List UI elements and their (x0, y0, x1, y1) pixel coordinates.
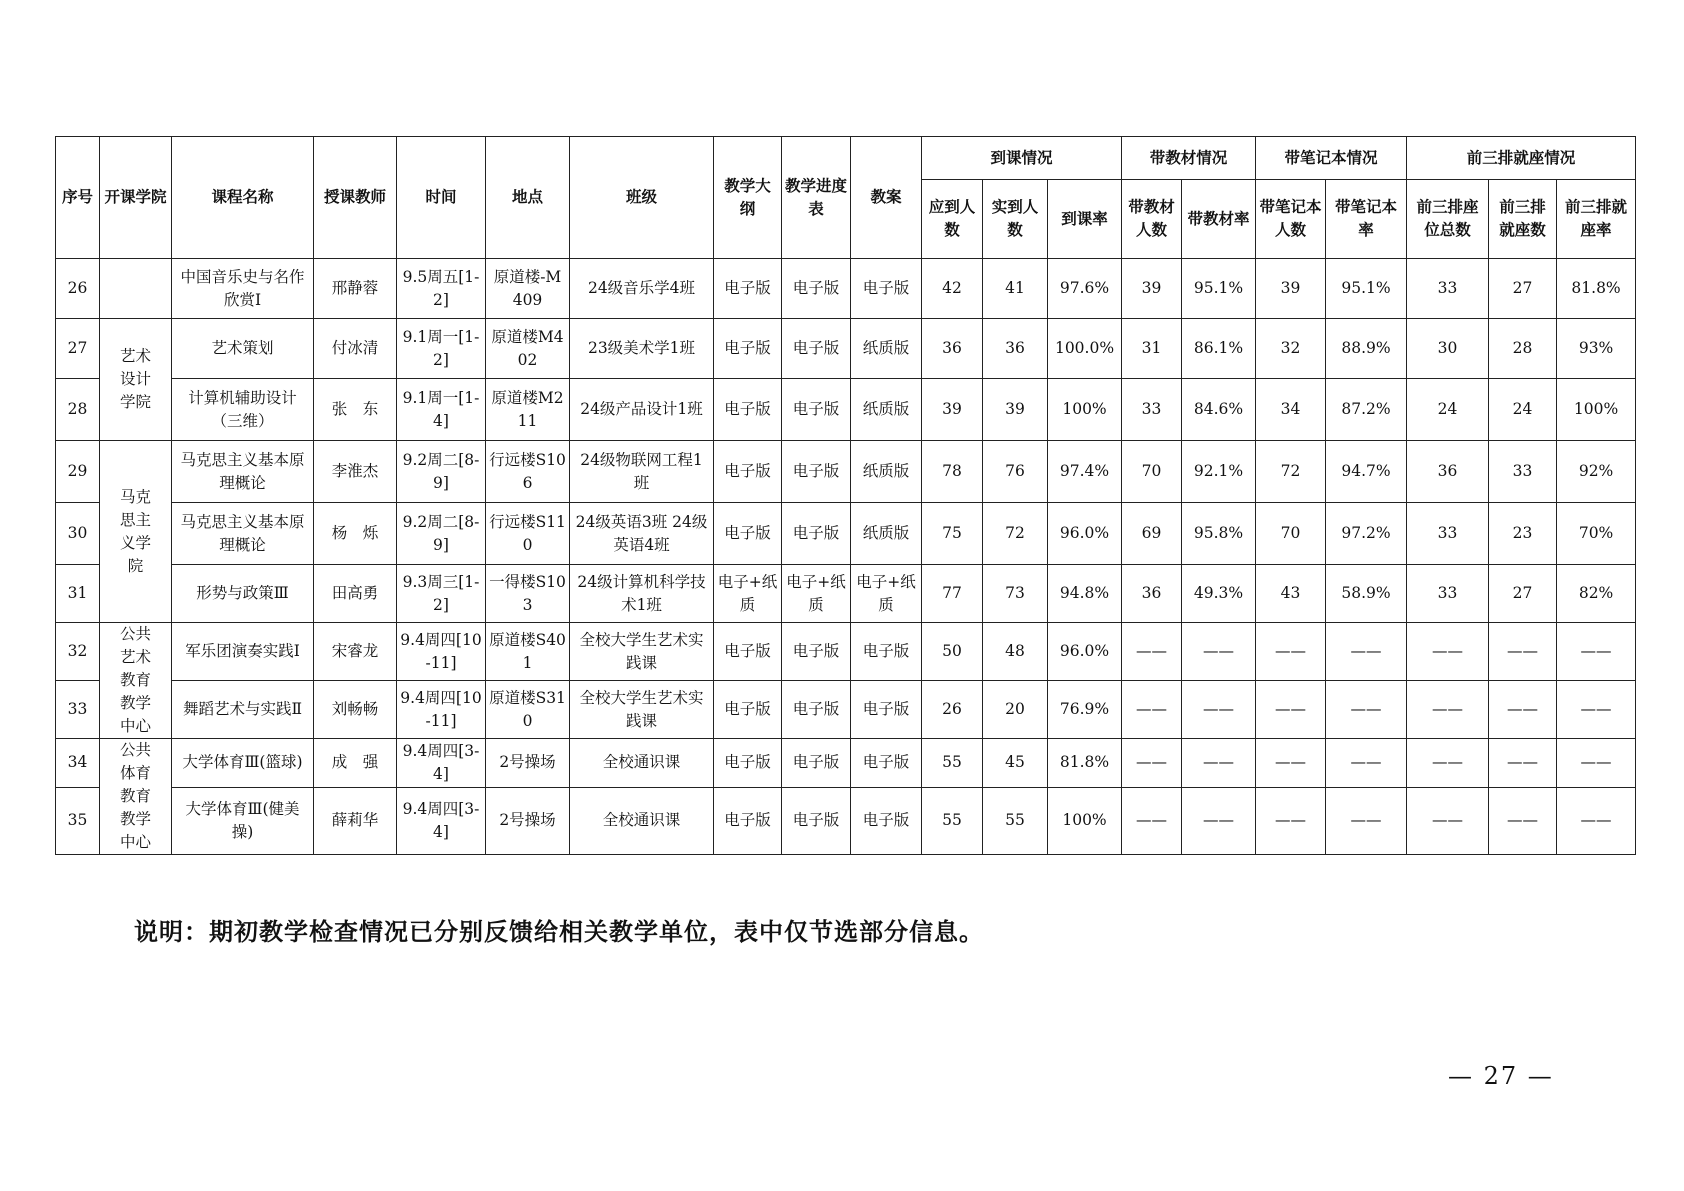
cell-course: 舞蹈艺术与实践Ⅱ (172, 681, 314, 739)
header-class: 班级 (570, 137, 714, 259)
cell-plan: 纸质版 (851, 441, 922, 503)
header-time: 时间 (397, 137, 486, 259)
cell-notebook-count: —— (1256, 739, 1326, 788)
table-row (56, 503, 1636, 565)
cell-front-rate: —— (1557, 623, 1636, 681)
header-notebook-rate: 带笔记本率 (1326, 180, 1407, 259)
cell-teacher: 刘畅畅 (314, 681, 397, 739)
cell-textbook-rate: —— (1182, 681, 1256, 739)
cell-front-rate: —— (1557, 739, 1636, 788)
cell-place: 原道楼-M409 (486, 259, 570, 319)
cell-seq: 34 (56, 739, 100, 788)
cell-expected: 50 (922, 623, 983, 681)
cell-class: 24级产品设计1班 (570, 379, 714, 441)
cell-plan: 电子版 (851, 739, 922, 788)
cell-place: 2号操场 (486, 787, 570, 854)
cell-textbook-count: —— (1122, 623, 1182, 681)
cell-seq: 35 (56, 787, 100, 854)
cell-place: 原道楼S401 (486, 623, 570, 681)
cell-attendance-rate: 100% (1048, 379, 1122, 441)
table-row (56, 259, 1636, 319)
cell-college: 马克思主义学院 (100, 441, 172, 623)
header-actual: 实到人数 (983, 180, 1048, 259)
cell-syllabus: 电子版 (714, 441, 782, 503)
header-plan: 教案 (851, 137, 922, 259)
header-seq: 序号 (56, 137, 100, 259)
cell-front-total: 36 (1407, 441, 1489, 503)
cell-schedule: 电子版 (782, 259, 851, 319)
cell-syllabus: 电子版 (714, 623, 782, 681)
cell-textbook-rate: 86.1% (1182, 319, 1256, 379)
cell-seq: 33 (56, 681, 100, 739)
cell-schedule: 电子版 (782, 787, 851, 854)
cell-syllabus: 电子版 (714, 787, 782, 854)
cell-actual: 45 (983, 739, 1048, 788)
cell-textbook-count: —— (1122, 681, 1182, 739)
cell-front-total: —— (1407, 681, 1489, 739)
cell-time: 9.4周四[3-4] (397, 787, 486, 854)
cell-plan: 纸质版 (851, 319, 922, 379)
cell-textbook-rate: —— (1182, 623, 1256, 681)
header-course: 课程名称 (172, 137, 314, 259)
cell-teacher: 李淮杰 (314, 441, 397, 503)
cell-class: 24级计算机科学技术1班 (570, 565, 714, 623)
cell-seq: 27 (56, 319, 100, 379)
cell-front-total: 33 (1407, 503, 1489, 565)
cell-schedule: 电子+纸质 (782, 565, 851, 623)
inspection-table (55, 136, 1636, 855)
cell-course: 军乐团演奏实践Ⅰ (172, 623, 314, 681)
cell-attendance-rate: 100.0% (1048, 319, 1122, 379)
cell-attendance-rate: 94.8% (1048, 565, 1122, 623)
cell-seq: 31 (56, 565, 100, 623)
cell-textbook-count: 36 (1122, 565, 1182, 623)
cell-course: 大学体育Ⅲ(篮球) (172, 739, 314, 788)
table-row (56, 787, 1636, 854)
cell-expected: 26 (922, 681, 983, 739)
table-row (56, 379, 1636, 441)
cell-time: 9.3周三[1-2] (397, 565, 486, 623)
header-textbook-group: 带教材情况 (1122, 137, 1256, 180)
cell-expected: 39 (922, 379, 983, 441)
cell-attendance-rate: 96.0% (1048, 503, 1122, 565)
header-notebook-group: 带笔记本情况 (1256, 137, 1407, 180)
table-note: 说明：期初教学检查情况已分别反馈给相关教学单位，表中仅节选部分信息。 (134, 918, 984, 946)
cell-expected: 77 (922, 565, 983, 623)
cell-time: 9.2周二[8-9] (397, 503, 486, 565)
cell-front-rate: —— (1557, 681, 1636, 739)
cell-notebook-count: 43 (1256, 565, 1326, 623)
cell-time: 9.4周四[3-4] (397, 739, 486, 788)
cell-textbook-rate: 95.8% (1182, 503, 1256, 565)
cell-front-rate: 93% (1557, 319, 1636, 379)
cell-place: 原道楼S310 (486, 681, 570, 739)
table-row (56, 565, 1636, 623)
cell-notebook-count: —— (1256, 787, 1326, 854)
header-front-rate: 前三排就座率 (1557, 180, 1636, 259)
cell-front-total: 24 (1407, 379, 1489, 441)
cell-textbook-rate: —— (1182, 787, 1256, 854)
table-row (56, 681, 1636, 739)
cell-notebook-rate: 97.2% (1326, 503, 1407, 565)
cell-time: 9.4周四[10-11] (397, 681, 486, 739)
header-front-group: 前三排就座情况 (1407, 137, 1636, 180)
cell-attendance-rate: 81.8% (1048, 739, 1122, 788)
cell-front-rate: 82% (1557, 565, 1636, 623)
header-textbook-rate: 带教材率 (1182, 180, 1256, 259)
cell-schedule: 电子版 (782, 379, 851, 441)
cell-notebook-rate: 94.7% (1326, 441, 1407, 503)
cell-course: 马克思主义基本原理概论 (172, 441, 314, 503)
table-row (56, 319, 1636, 379)
header-syllabus: 教学大纲 (714, 137, 782, 259)
cell-front-seated: —— (1489, 681, 1557, 739)
cell-class: 全校通识课 (570, 787, 714, 854)
cell-course: 艺术策划 (172, 319, 314, 379)
cell-class: 全校大学生艺术实践课 (570, 623, 714, 681)
table-header (56, 137, 1636, 259)
cell-plan: 电子版 (851, 787, 922, 854)
cell-schedule: 电子版 (782, 623, 851, 681)
header-expected: 应到人数 (922, 180, 983, 259)
cell-front-seated: 27 (1489, 565, 1557, 623)
cell-front-rate: 92% (1557, 441, 1636, 503)
cell-place: 行远楼S106 (486, 441, 570, 503)
cell-teacher: 薛莉华 (314, 787, 397, 854)
cell-front-rate: 70% (1557, 503, 1636, 565)
cell-class: 全校通识课 (570, 739, 714, 788)
cell-actual: 39 (983, 379, 1048, 441)
cell-actual: 41 (983, 259, 1048, 319)
cell-teacher: 成 强 (314, 739, 397, 788)
cell-seq: 29 (56, 441, 100, 503)
cell-course: 计算机辅助设计（三维） (172, 379, 314, 441)
cell-actual: 73 (983, 565, 1048, 623)
cell-syllabus: 电子+纸质 (714, 565, 782, 623)
cell-plan: 电子版 (851, 623, 922, 681)
cell-front-seated: 33 (1489, 441, 1557, 503)
cell-notebook-rate: —— (1326, 681, 1407, 739)
cell-front-total: —— (1407, 787, 1489, 854)
cell-place: 原道楼M402 (486, 319, 570, 379)
cell-seq: 26 (56, 259, 100, 319)
cell-attendance-rate: 97.6% (1048, 259, 1122, 319)
cell-class: 24级英语3班 24级英语4班 (570, 503, 714, 565)
cell-front-rate: 100% (1557, 379, 1636, 441)
cell-syllabus: 电子版 (714, 681, 782, 739)
cell-syllabus: 电子版 (714, 503, 782, 565)
cell-course: 马克思主义基本原理概论 (172, 503, 314, 565)
cell-schedule: 电子版 (782, 319, 851, 379)
cell-seq: 28 (56, 379, 100, 441)
cell-front-seated: —— (1489, 739, 1557, 788)
cell-place: 一得楼S103 (486, 565, 570, 623)
table-row (56, 441, 1636, 503)
cell-teacher: 田高勇 (314, 565, 397, 623)
header-front-seated: 前三排就座数 (1489, 180, 1557, 259)
cell-notebook-count: —— (1256, 681, 1326, 739)
cell-time: 9.2周二[8-9] (397, 441, 486, 503)
cell-schedule: 电子版 (782, 739, 851, 788)
header-college: 开课学院 (100, 137, 172, 259)
cell-notebook-count: 70 (1256, 503, 1326, 565)
cell-front-seated: —— (1489, 787, 1557, 854)
cell-notebook-count: —— (1256, 623, 1326, 681)
cell-time: 9.4周四[10-11] (397, 623, 486, 681)
cell-actual: 20 (983, 681, 1048, 739)
cell-plan: 电子版 (851, 681, 922, 739)
cell-expected: 75 (922, 503, 983, 565)
cell-textbook-rate: 95.1% (1182, 259, 1256, 319)
header-attendance-rate: 到课率 (1048, 180, 1122, 259)
cell-place: 原道楼M211 (486, 379, 570, 441)
cell-textbook-count: 70 (1122, 441, 1182, 503)
cell-syllabus: 电子版 (714, 259, 782, 319)
cell-class: 24级物联网工程1班 (570, 441, 714, 503)
cell-textbook-count: 33 (1122, 379, 1182, 441)
header-attendance-group: 到课情况 (922, 137, 1122, 180)
table-row (56, 623, 1636, 681)
cell-actual: 76 (983, 441, 1048, 503)
cell-front-rate: 81.8% (1557, 259, 1636, 319)
cell-notebook-rate: 88.9% (1326, 319, 1407, 379)
cell-front-total: —— (1407, 739, 1489, 788)
table-row (56, 739, 1636, 788)
cell-front-seated: 28 (1489, 319, 1557, 379)
cell-notebook-rate: —— (1326, 623, 1407, 681)
cell-course: 中国音乐史与名作欣赏Ⅰ (172, 259, 314, 319)
cell-notebook-rate: —— (1326, 787, 1407, 854)
cell-college: 公共艺术教育教学中心 (100, 623, 172, 739)
header-textbook-count: 带教材人数 (1122, 180, 1182, 259)
cell-attendance-rate: 96.0% (1048, 623, 1122, 681)
cell-teacher: 张 东 (314, 379, 397, 441)
cell-syllabus: 电子版 (714, 739, 782, 788)
cell-front-total: 33 (1407, 565, 1489, 623)
cell-plan: 纸质版 (851, 379, 922, 441)
cell-teacher: 付冰清 (314, 319, 397, 379)
cell-time: 9.1周一[1-4] (397, 379, 486, 441)
cell-teacher: 宋睿龙 (314, 623, 397, 681)
cell-front-seated: 23 (1489, 503, 1557, 565)
header-place: 地点 (486, 137, 570, 259)
cell-course: 形势与政策Ⅲ (172, 565, 314, 623)
cell-course: 大学体育Ⅲ(健美操) (172, 787, 314, 854)
cell-plan: 电子+纸质 (851, 565, 922, 623)
cell-attendance-rate: 76.9% (1048, 681, 1122, 739)
cell-place: 2号操场 (486, 739, 570, 788)
cell-front-seated: —— (1489, 623, 1557, 681)
cell-textbook-count: 69 (1122, 503, 1182, 565)
cell-time: 9.5周五[1-2] (397, 259, 486, 319)
cell-place: 行远楼S110 (486, 503, 570, 565)
cell-textbook-rate: 84.6% (1182, 379, 1256, 441)
header-schedule: 教学进度表 (782, 137, 851, 259)
cell-notebook-rate: —— (1326, 739, 1407, 788)
cell-college: 公共体育教育教学中心 (100, 739, 172, 855)
cell-textbook-count: 31 (1122, 319, 1182, 379)
cell-notebook-count: 34 (1256, 379, 1326, 441)
cell-notebook-count: 39 (1256, 259, 1326, 319)
cell-front-total: 30 (1407, 319, 1489, 379)
cell-class: 全校大学生艺术实践课 (570, 681, 714, 739)
cell-expected: 55 (922, 787, 983, 854)
table-body (56, 259, 1636, 855)
cell-expected: 42 (922, 259, 983, 319)
cell-teacher: 杨 烁 (314, 503, 397, 565)
cell-notebook-rate: 95.1% (1326, 259, 1407, 319)
header-notebook-count: 带笔记本人数 (1256, 180, 1326, 259)
cell-front-seated: 27 (1489, 259, 1557, 319)
cell-expected: 36 (922, 319, 983, 379)
cell-seq: 30 (56, 503, 100, 565)
cell-class: 24级音乐学4班 (570, 259, 714, 319)
cell-front-seated: 24 (1489, 379, 1557, 441)
cell-front-rate: —— (1557, 787, 1636, 854)
cell-actual: 48 (983, 623, 1048, 681)
cell-actual: 36 (983, 319, 1048, 379)
cell-notebook-count: 72 (1256, 441, 1326, 503)
page-number: — 27 — (1448, 1062, 1554, 1090)
cell-teacher: 邢静蓉 (314, 259, 397, 319)
cell-expected: 78 (922, 441, 983, 503)
cell-college: 艺术设计学院 (100, 319, 172, 441)
cell-plan: 纸质版 (851, 503, 922, 565)
cell-seq: 32 (56, 623, 100, 681)
cell-expected: 55 (922, 739, 983, 788)
cell-time: 9.1周一[1-2] (397, 319, 486, 379)
cell-syllabus: 电子版 (714, 379, 782, 441)
cell-actual: 72 (983, 503, 1048, 565)
cell-schedule: 电子版 (782, 503, 851, 565)
cell-front-total: 33 (1407, 259, 1489, 319)
cell-textbook-count: —— (1122, 739, 1182, 788)
cell-notebook-count: 32 (1256, 319, 1326, 379)
cell-textbook-count: 39 (1122, 259, 1182, 319)
cell-notebook-rate: 58.9% (1326, 565, 1407, 623)
cell-schedule: 电子版 (782, 681, 851, 739)
cell-textbook-rate: 49.3% (1182, 565, 1256, 623)
cell-class: 23级美术学1班 (570, 319, 714, 379)
cell-textbook-rate: 92.1% (1182, 441, 1256, 503)
cell-syllabus: 电子版 (714, 319, 782, 379)
header-front-total: 前三排座位总数 (1407, 180, 1489, 259)
cell-college (100, 259, 172, 319)
header-teacher: 授课教师 (314, 137, 397, 259)
cell-schedule: 电子版 (782, 441, 851, 503)
cell-front-total: —— (1407, 623, 1489, 681)
cell-plan: 电子版 (851, 259, 922, 319)
cell-actual: 55 (983, 787, 1048, 854)
cell-textbook-count: —— (1122, 787, 1182, 854)
cell-attendance-rate: 97.4% (1048, 441, 1122, 503)
cell-notebook-rate: 87.2% (1326, 379, 1407, 441)
inspection-table-container (55, 136, 1636, 855)
cell-textbook-rate: —— (1182, 739, 1256, 788)
cell-attendance-rate: 100% (1048, 787, 1122, 854)
